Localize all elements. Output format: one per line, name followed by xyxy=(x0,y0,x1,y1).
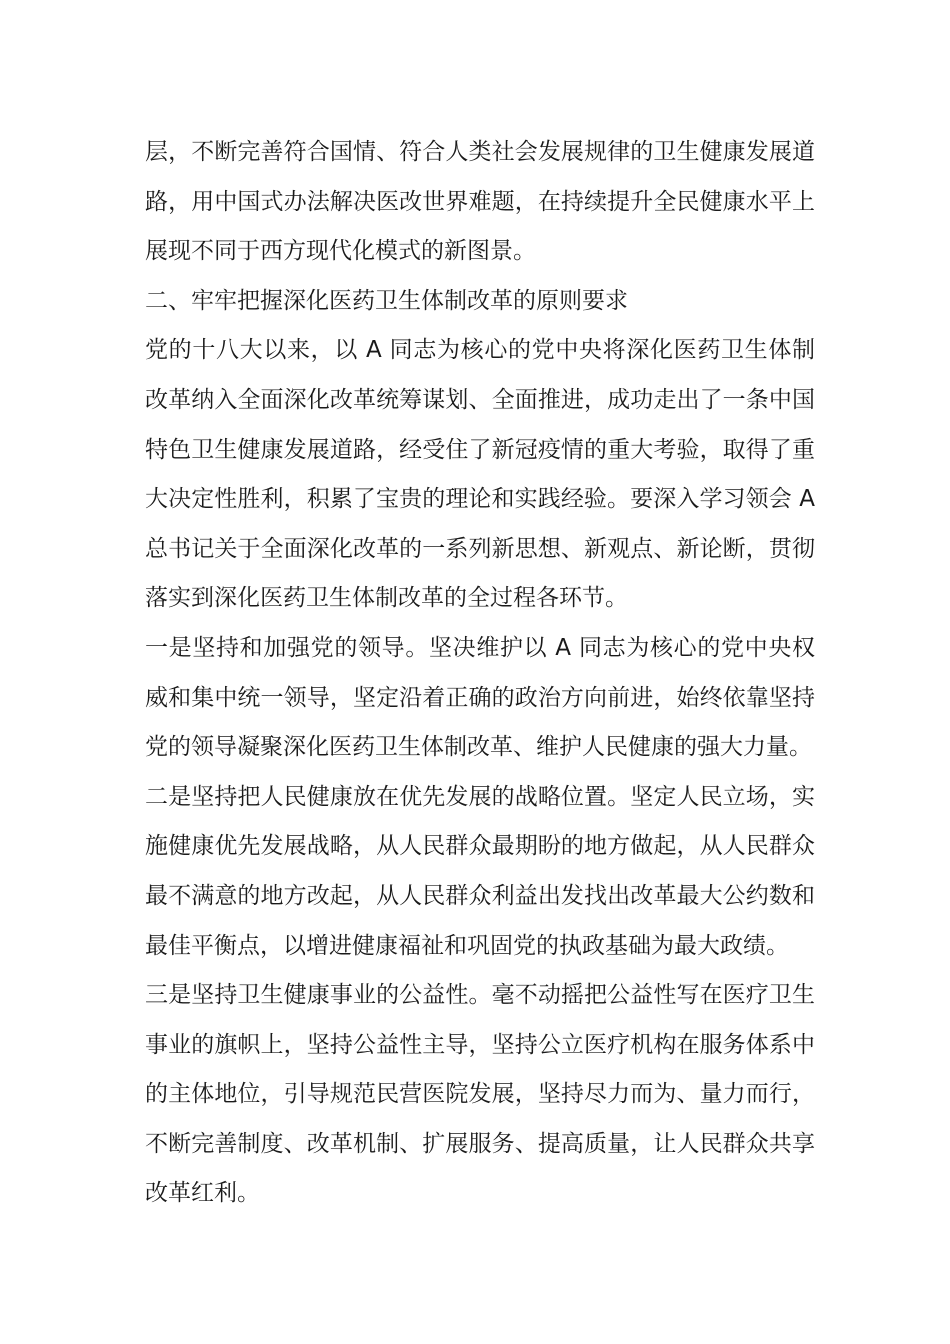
principle-two: 二是坚持把人民健康放在优先发展的战略位置。坚定人民立场，实施健康优先发展战略，从人民群众最期盼的地方做起，从人民群众最不满意的地方改起，从人民群众利益出发找出改革最大公约数和最佳平衡点，以增进健康福祉和巩固党的执政基础为最大政绩。 xyxy=(145,783,815,959)
paragraph-intro: 党的十八大以来，以 A 同志为核心的党中央将深化医药卫生体制改革纳入全面深化改革统筹谋划、全面推进，成功走出了一条中国特色卫生健康发展道路，经受住了新冠疫情的重大考验，取得了重大决定性胜利，积累了宝贵的理论和实践经验。要深入学习领会 A 总书记关于全面深化改革的一系列新思想、新观点、新论断，贯彻落实到深化医药卫生体制改革的全过程各环节。 xyxy=(145,337,815,612)
document-body xyxy=(145,128,815,1219)
paragraph-continuation: 层，不断完善符合国情、符合人类社会发展规律的卫生健康发展道路，用中国式办法解决医改世界难题，在持续提升全民健康水平上展现不同于西方现代化模式的新图景。 xyxy=(145,139,815,265)
principle-one: 一是坚持和加强党的领导。坚决维护以 A 同志为核心的党中央权威和集中统一领导，坚定沿着正确的政治方向前进，始终依靠坚持党的领导凝聚深化医药卫生体制改革、维护人民健康的强大力量。 xyxy=(145,634,815,761)
principle-three: 三是坚持卫生健康事业的公益性。毫不动摇把公益性写在医疗卫生事业的旗帜上，坚持公益性主导，坚持公立医疗机构在服务体系中的主体地位，引导规范民营医院发展，坚持尽力而为、量力而行，不断完善制度、改革机制、扩展服务、提高质量，让人民群众共享改革红利。 xyxy=(145,982,815,1207)
section-heading: 二、牢牢把握深化医药卫生体制改革的原则要求 xyxy=(145,287,628,314)
